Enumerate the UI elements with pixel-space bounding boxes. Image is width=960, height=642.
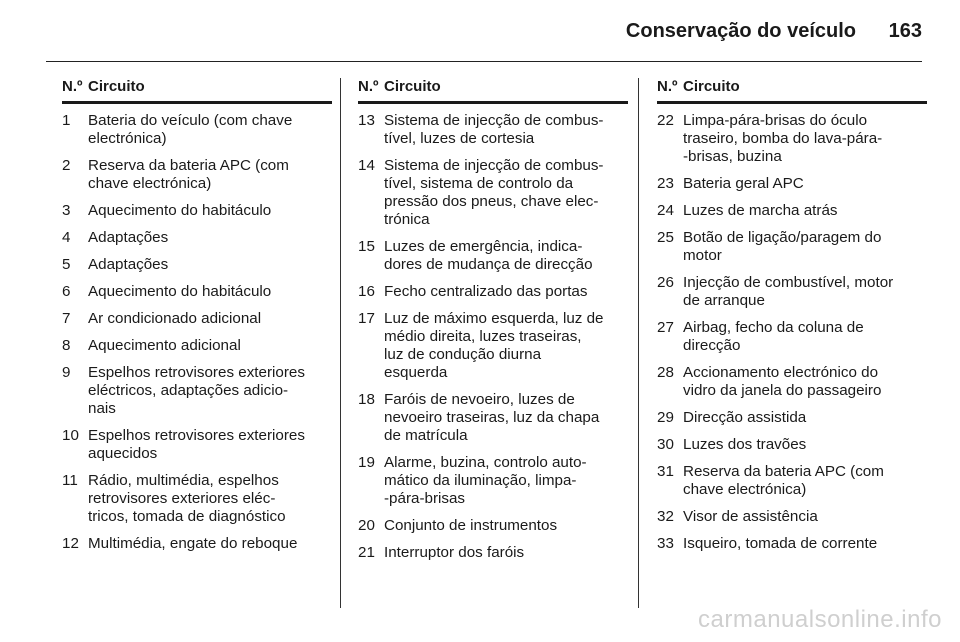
fuse-number: 22 <box>657 112 674 129</box>
fuse-number: 15 <box>358 238 375 255</box>
circuit-description: Aquecimento do habitáculo <box>88 202 272 219</box>
circuit-description: Direcção assistida <box>683 409 807 426</box>
fuse-number: 26 <box>657 274 674 291</box>
circuit-description: Limpa-pára-brisas do óculo traseiro, bomba do lava-pára- -brisas, buzina <box>683 112 883 165</box>
circuit-description: Botão de ligação/paragem do motor <box>683 229 882 264</box>
column-header-circuit: Circuito <box>683 78 740 95</box>
circuit-description: Interruptor dos faróis <box>384 544 525 561</box>
table-row <box>358 544 628 562</box>
table-row <box>657 463 927 499</box>
column-divider <box>638 78 639 608</box>
fuse-number: 5 <box>62 256 71 273</box>
table-rows <box>62 112 332 553</box>
fuse-number: 18 <box>358 391 375 408</box>
column-header-number: N.º <box>358 78 379 95</box>
fuse-number: 16 <box>358 283 375 300</box>
fuse-number: 17 <box>358 310 375 327</box>
fuse-number: 31 <box>657 463 674 480</box>
fuse-table-column-3 <box>657 78 927 562</box>
circuit-description: Bateria geral APC <box>683 175 804 192</box>
table-row <box>62 364 332 418</box>
table-row <box>62 112 332 148</box>
fuse-number: 29 <box>657 409 674 426</box>
column-header-circuit: Circuito <box>88 78 145 95</box>
fuse-number: 1 <box>62 112 71 129</box>
column-header-circuit: Circuito <box>384 78 441 95</box>
table-row <box>62 157 332 193</box>
fuse-number: 25 <box>657 229 674 246</box>
fuse-number: 19 <box>358 454 375 471</box>
table-row <box>657 112 927 166</box>
fuse-number: 6 <box>62 283 71 300</box>
table-header <box>657 78 927 104</box>
circuit-description: Luzes de emergência, indica- dores de mudança de direcção <box>384 238 593 273</box>
table-row <box>657 364 927 400</box>
circuit-description: Reserva da bateria APC (com chave electrónica) <box>683 463 884 498</box>
table-row <box>358 283 628 301</box>
column-header-number: N.º <box>657 78 678 95</box>
fuse-number: 8 <box>62 337 71 354</box>
fuse-number: 14 <box>358 157 375 174</box>
table-row <box>62 535 332 553</box>
circuit-description: Isqueiro, tomada de corrente <box>683 535 878 552</box>
table-row <box>62 256 332 274</box>
table-row <box>657 202 927 220</box>
fuse-number: 13 <box>358 112 375 129</box>
circuit-description: Visor de assistência <box>683 508 818 525</box>
table-row <box>62 202 332 220</box>
fuse-number: 12 <box>62 535 79 552</box>
table-row <box>358 391 628 445</box>
circuit-description: Luz de máximo esquerda, luz de médio direita, luzes traseiras, luz de condução diurna esquerda <box>384 310 604 381</box>
circuit-description: Espelhos retrovisores exteriores aquecidos <box>88 427 305 462</box>
table-row <box>62 472 332 526</box>
column-header-number: N.º <box>62 78 83 95</box>
circuit-description: Faróis de nevoeiro, luzes de nevoeiro traseiras, luz da chapa de matrícula <box>384 391 600 444</box>
circuit-description: Sistema de injecção de combus- tível, luzes de cortesia <box>384 112 604 147</box>
table-row <box>657 436 927 454</box>
table-row <box>62 427 332 463</box>
table-row <box>358 238 628 274</box>
page-header <box>0 18 960 50</box>
fuse-number: 9 <box>62 364 71 381</box>
watermark: carmanualsonline.info <box>698 606 942 633</box>
table-row <box>358 454 628 508</box>
fuse-number: 33 <box>657 535 674 552</box>
table-row <box>62 283 332 301</box>
fuse-number: 32 <box>657 508 674 525</box>
fuse-number: 7 <box>62 310 71 327</box>
fuse-number: 11 <box>62 472 78 489</box>
fuse-number: 4 <box>62 229 71 246</box>
fuse-number: 10 <box>62 427 79 444</box>
table-row <box>358 157 628 229</box>
circuit-description: Alarme, buzina, controlo auto- mático da iluminação, limpa- -pára-brisas <box>384 454 587 507</box>
table-row <box>358 310 628 382</box>
table-header <box>62 78 332 104</box>
fuse-number: 30 <box>657 436 674 453</box>
circuit-description: Aquecimento adicional <box>88 337 241 354</box>
fuse-number: 21 <box>358 544 375 561</box>
circuit-description: Injecção de combustível, motor de arranque <box>683 274 894 309</box>
fuse-number: 2 <box>62 157 71 174</box>
table-row <box>62 310 332 328</box>
table-row <box>358 112 628 148</box>
header-rule <box>46 61 922 62</box>
circuit-description: Airbag, fecho da coluna de direcção <box>683 319 864 354</box>
fuse-number: 27 <box>657 319 674 336</box>
fuse-number: 3 <box>62 202 71 219</box>
fuse-table-column-2 <box>358 78 628 571</box>
table-row <box>62 229 332 247</box>
circuit-description: Bateria do veículo (com chave electrónica) <box>88 112 293 147</box>
table-row <box>358 517 628 535</box>
circuit-description: Luzes dos travões <box>683 436 807 453</box>
page-title: Conservação do veículo <box>625 20 856 42</box>
table-rows <box>358 112 628 562</box>
table-row <box>657 229 927 265</box>
circuit-description: Aquecimento do habitáculo <box>88 283 272 300</box>
table-row <box>657 409 927 427</box>
fuse-number: 28 <box>657 364 674 381</box>
circuit-description: Multimédia, engate do reboque <box>88 535 298 552</box>
column-divider <box>340 78 341 608</box>
fuse-number: 20 <box>358 517 375 534</box>
circuit-description: Reserva da bateria APC (com chave electrónica) <box>88 157 289 192</box>
circuit-description: Conjunto de instrumentos <box>384 517 558 534</box>
fuse-table-column-1 <box>62 78 332 562</box>
circuit-description: Accionamento electrónico do vidro da janela do passageiro <box>683 364 882 399</box>
circuit-description: Sistema de injecção de combus- tível, sistema de controlo da pressão dos pneus, chave elec- trónica <box>384 157 604 228</box>
fuse-number: 23 <box>657 175 674 192</box>
table-row <box>657 508 927 526</box>
circuit-description: Luzes de marcha atrás <box>683 202 838 219</box>
page-number: 163 <box>888 20 922 42</box>
table-row <box>657 319 927 355</box>
table-row <box>657 175 927 193</box>
fuse-number: 24 <box>657 202 674 219</box>
circuit-description: Espelhos retrovisores exteriores eléctricos, adaptações adicio- nais <box>88 364 305 417</box>
table-row <box>657 274 927 310</box>
table-row <box>62 337 332 355</box>
table-row <box>657 535 927 553</box>
table-rows <box>657 112 927 553</box>
circuit-description: Adaptações <box>88 229 169 246</box>
circuit-description: Ar condicionado adicional <box>88 310 262 327</box>
table-header <box>358 78 628 104</box>
circuit-description: Fecho centralizado das portas <box>384 283 588 300</box>
circuit-description: Adaptações <box>88 256 169 273</box>
circuit-description: Rádio, multimédia, espelhos retrovisores exteriores eléc- tricos, tomada de diagnóstico <box>88 472 286 525</box>
